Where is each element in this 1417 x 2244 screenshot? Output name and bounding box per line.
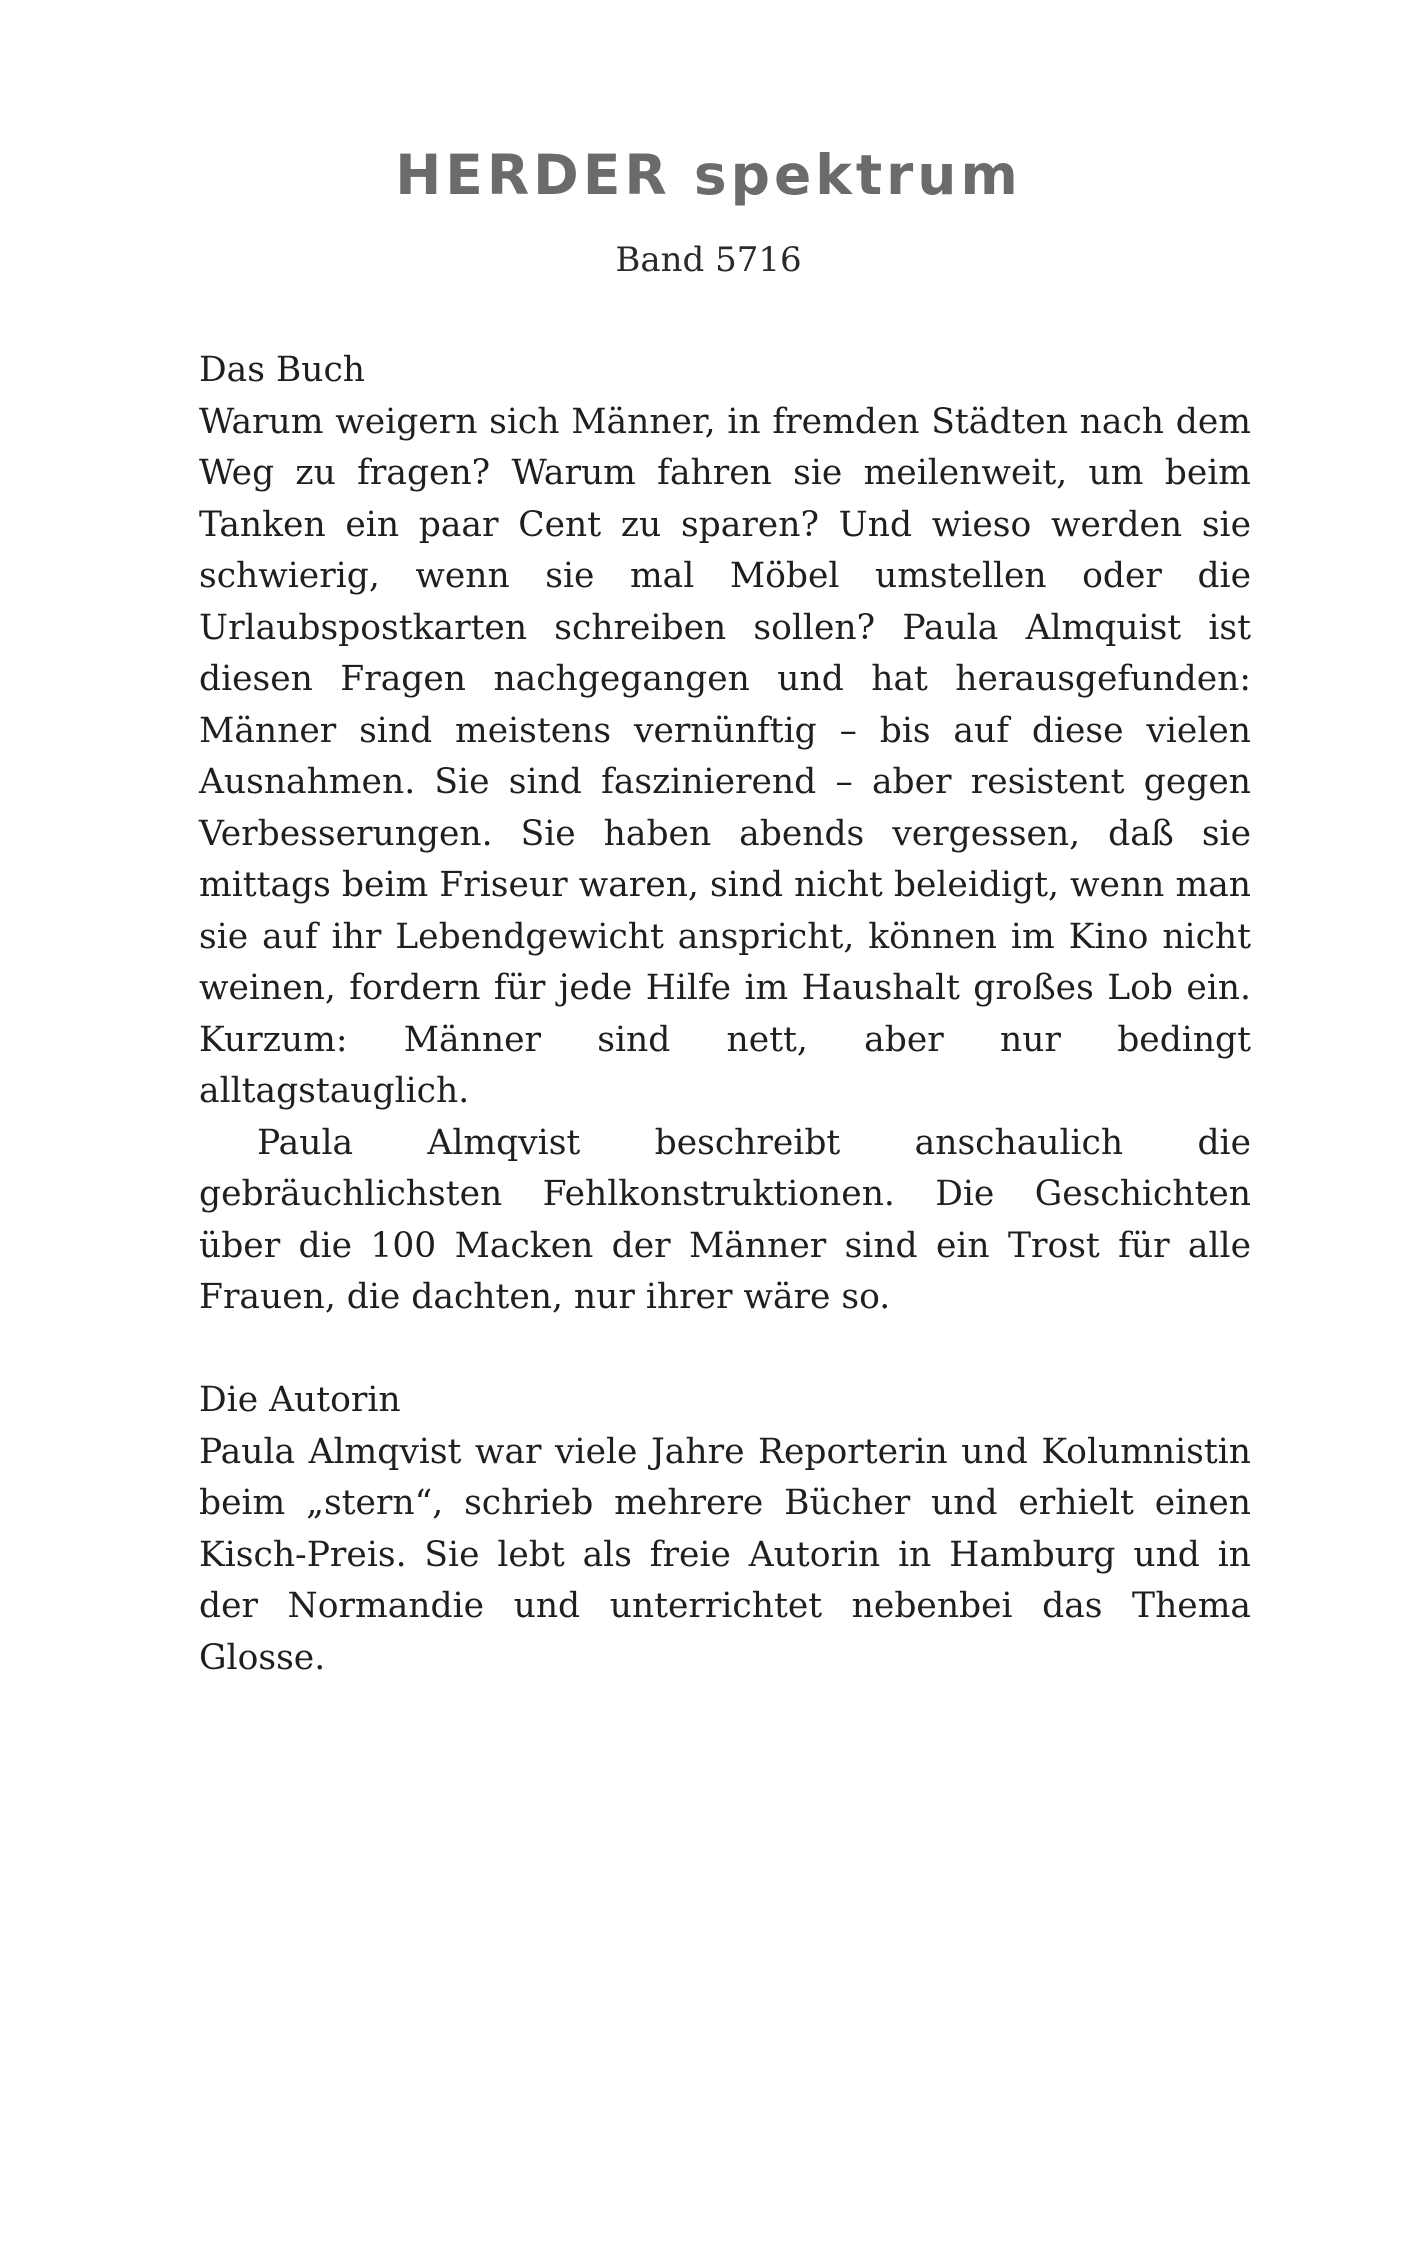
book-description-paragraph: Warum weigern sich Männer, in fremden Städten nach dem Weg zu fragen? Warum fahren sie meilenweit, um beim Tanken ein paar Cent zu sparen? Und wieso werden sie schwierig, wenn sie mal Möbel umstellen oder die Urlaubspostkarten schreiben sollen? Paula Almquist ist diesen Fragen nachgegangen und hat herausgefunden: Männer sind meistens vernünftig – bis auf diese vielen Ausnahmen. Sie sind faszinierend – aber resistent gegen Verbesserungen. Sie haben abends vergessen, daß sie mittags beim Friseur waren, sind nicht beleidigt, wenn man sie auf ihr Lebendgewicht anspricht, können im Kino nicht weinen, fordern für jede Hilfe im Haushalt großes Lob ein. Kurzum: Männer sind nett, aber nur bedingt alltagstauglich. [199,401,1251,1111]
body-text [199,345,1251,1684]
section-spacer [199,1324,1251,1376]
author-section-heading: Die Autorin [199,1380,401,1420]
book-section [199,345,1251,1324]
band-number: Band 5716 [615,240,802,280]
author-section [199,1375,1251,1684]
series-title: HERDER spektrum [395,143,1022,207]
book-description-paragraph: Paula Almqvist beschreibt anschaulich die gebräuchlichsten Fehlkonstruktionen. Die Geschichten über die 100 Macken der Männer sind ein Trost für alle Frauen, die dachten, nur ihrer wäre so. [199,1122,1251,1317]
author-bio-paragraph: Paula Almqvist war viele Jahre Reporterin und Kolumnistin beim „stern“, schrieb mehrere Bücher und erhielt einen Kisch-Preis. Sie lebt als freie Autorin in Hamburg und in der Normandie und unterrichtet nebenbei das Thema Glosse. [199,1431,1251,1678]
book-section-heading: Das Buch [199,350,366,390]
